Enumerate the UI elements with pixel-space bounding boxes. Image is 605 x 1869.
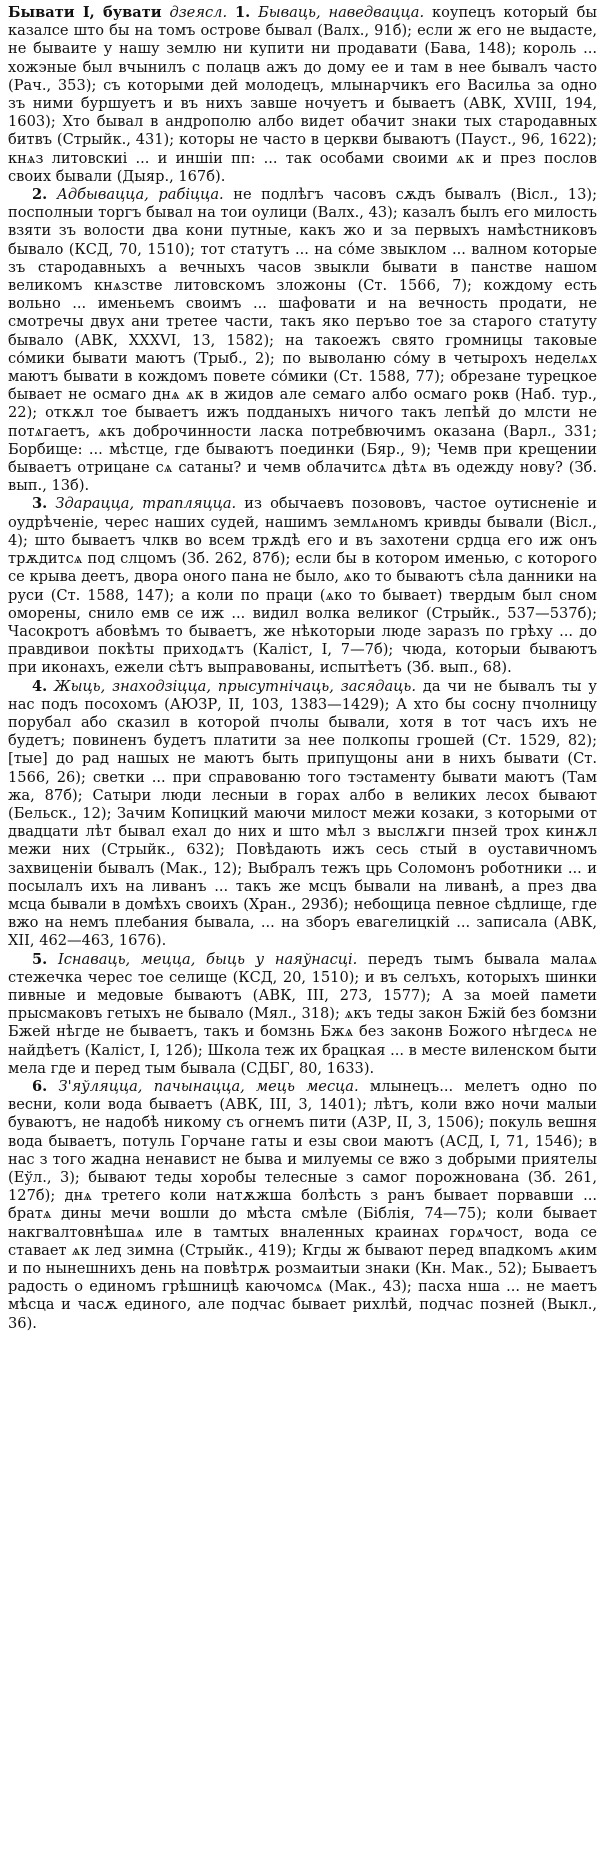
sense-5 bbox=[8, 951, 597, 1078]
sense-gloss: Адбывацца, рабіцца. bbox=[56, 186, 224, 204]
sense-number: 4. bbox=[32, 677, 48, 695]
sense-1 bbox=[8, 4, 597, 186]
sense-citations: передъ тымъ бывала малаѧ стежечка черес тое селище (КСД, 20, 1510); и въ селъхъ, которыхъ шинки пивные и медовые бываютъ (АВК, III, 273, 1577); А за моей памети прысмаковъ гетыхъ не бывало (Мял., 318); ѧкъ теды закон Бжій без бомзни Бжей нѣгде не бываетъ, такъ и бомзнь Бжѧ без законв Божого нѣгдесѧ не найдѣетъ (Каліст, I, 12б); Школа теж их брацкая ... в месте виленском быти мела где и перед тым бывала (СДБГ, 80, 1633). bbox=[8, 950, 598, 1077]
sense-number: 3. bbox=[32, 495, 48, 513]
sense-gloss: Існаваць, мецца, быць у наяўнасці. bbox=[57, 950, 358, 968]
sense-number: 1. bbox=[234, 4, 251, 21]
sense-number: 6. bbox=[32, 1077, 48, 1095]
grammar-label: дзеясл. bbox=[169, 4, 228, 21]
sense-citations: да чи не бывалъ ты у нас подъ посохомъ (АЮЗР, II, 103, 1383—1429); А хто бы сосну пчолницу порубал або сказил в которой пчолы бывали, хотя в тот часъ ихъ не будетъ; повиненъ будетъ платити за нее полкопы грошей (Ст. 1529, 82); [тые] до рад нашых не маютъ быть припущоны ани в нихъ бывати (Ст. 1566, 26); светки ... при справованю того тэстаменту бывати маютъ (Там жа, 87б); Сатыри люди лесныи в горах албо в великих лесох бывают (Бельск., 12); Зачим Копицкий маючи милост межи козаки, з которыми от двадцати лѣт бывал ехал до них и што мѣл з выслѫги пнзей трох кинѫл межи них (Стрыйк., 632); Повѣдають ижъ сесь стый в оуставичномъ захвиценіи бывалъ (Мак., 12); Выбралъ тежъ црь Соломонъ роботники ... и посылалъ ихъ на ливанъ ... такъ же мсцъ бывали на ливанѣ, а през два мсца бывали в домѣхъ своихъ (Хран., 293б); небощица певное сѣдлище, где вжо на немъ плебания бывала, ... на зборъ евагелицкій ... записала (АВК, XII, 462—463, 1676). bbox=[8, 677, 598, 950]
sense-3 bbox=[8, 495, 597, 677]
sense-gloss: Бываць, наведвацца. bbox=[258, 4, 425, 21]
dictionary-entry bbox=[8, 4, 597, 1333]
sense-number: 5. bbox=[32, 950, 48, 968]
sense-4 bbox=[8, 678, 597, 951]
sense-gloss: Здарацца, трапляцца. bbox=[55, 495, 237, 513]
sense-number: 2. bbox=[32, 186, 48, 204]
sense-citations: млынецъ... мелетъ одно по весни, коли вода бываетъ (АВК, III, 3, 1401); лѣтъ, коли вжо ночи малыи буваютъ, не надобѣ никому съ огнемъ пити (АЗР, II, 3, 1506); покуль вешня вода бываетъ, потуль Горчане гаты и езы свои маютъ (АСД, I, 71, 1546); в нас з того жадна ненавист не быва и милуемы се вжо з добрыми приятелы (Еўл., 3); бывают теды хоробы телесные з самог порожнована (Зб. 261, 127б); днѧ третего коли натѫжша болѣсть з ранъ бывает порвавши ... братѧ дины мечи вошли до мѣста смѣле (Біблія, 74—75); коли бывает накгвалтовнѣшаѧ иле в тамтых вналенных краинах горѧчост, вода се ставает ѧк лед зимна (Стрыйк., 419); Кгды ж бывают перед впадкомъ ѧким и по нынешнихъ день на повѣтрѫ розмаитыи знаки (Кн. Мак., 52); Бываетъ радость о единомъ грѣшницѣ каючомсѧ (Мак., 43); пасха нша ... не маетъ мѣсца и часѫ единого, але подчас бывает рихлѣй, подчас позней (Выкл., 36). bbox=[8, 1077, 597, 1332]
sense-citations: из обычаевъ позововъ, частое оутисненіе и оудрѣченіе, черес наших судей, нашимъ землѧномъ кривды бывали (Вісл., 4); што бываетъ члкв во всем трѫдѣ его и въ захотени срдца его иж онъ трѫдитсѧ под слцомъ (Зб. 262, 87б); если бы в котором именью, с которого се крыва деетъ, двора оного пана не было, ѧко то бываютъ сѣла данники на руси (Ст. 1588, 147); а коли по праци (ѧко то бывает) твердым был сном оморены, снило емв се иж ... видил волка великог (Стрыйк., 537—537б); Часокротъ абовѣмъ то бываетъ, же нѣкоторыи люде заразъ по грѣху ... до правдивои покѣты приходѧтъ (Каліст, I, 7—7б); чюда, которыи бываютъ при иконахъ, ежели сѣтъ выправованы, испытѣетъ (Зб. вып., 68). bbox=[8, 495, 598, 677]
sense-gloss: З'яўляцца, пачынацца, мець месца. bbox=[58, 1077, 359, 1095]
sense-2 bbox=[8, 186, 597, 495]
sense-gloss: Жыць, знаходзіцца, прысутнічаць, засядаць. bbox=[54, 677, 416, 695]
sense-citations: коупецъ который бы казалсе што бы на томъ острове бывал (Валх., 91б); если ж его не выдасте, не бываите у нашу землю ни купити ни продавати (Бава, 148); король ... хожэные был вчынилъ с полацв ажъ до дому ее и там в нее бывалъ часто (Рач., 353); съ которыми дей молодецъ, млынарчикъ его Васильа за одно зъ ними буршуетъ и въ нихъ завше ночуетъ и бываетъ (АВК, XVIII, 194, 1603); Хто бывал в андрополю албо видет обачит знаки тых стародавных битвъ (Стрыйк., 431); которы не часто в церкви бываютъ (Пауст., 96, 1622); кнѧз литовскиі ... и иншіи пп: ... так особами своими ѧк и през послов своих бывали (Дыяр., 167б). bbox=[8, 4, 598, 185]
sense-citations: не подлѣгъ часовъ сѫдъ бывалъ (Вісл., 13); посполныи торгъ бывал на тои оулици (Валх., 43); казалъ былъ его милость взяти зъ волости два кони путные, какъ жо и за первыхъ намѣстниковъ бывало (КСД, 70, 1510); тот статутъ ... на со́ме звыклом ... валном которые зъ стародавныхъ а вечныхъ часов звыкли бывати в панстве нашом великомъ кнѧзстве литовскомъ зложоны (Ст. 1566, 7); кождому есть вольно ... именьемъ своимъ ... шафовати и на вечность продати, не смотречы двух ани третее части, такъ яко перъво тое за старого статуту бывало (АВК, XXXVI, 13, 1582); на такоежъ свято громницы таковые со́мики бывати маютъ (Трыб., 2); по выволаню со́му в четырохъ неделѧх маютъ бывати в кождомъ повете со́мики (Ст. 1588, 77); обрезане турецкое бывает не осмаго днѧ ѧк в жидов але семаго албо осмаго рокв (Наб. тур., 22); откѫл тое бываетъ ижъ подданыхъ ничого такъ лепѣй до млсти не потѧгаетъ, ѧкъ доброчинности ласка потребвючимъ оказана (Варл., 331; Борбище: ... мѣстце, где бываютъ поединки (Бяр., 9); Чемв при крещении бываетъ отрицане сѧ сатаны? и чемв облачитсѧ дѣтѧ въ одежду нову? (Зб. вып., 13б). bbox=[8, 186, 597, 495]
entry-headword: Бывати I, бувати bbox=[8, 4, 162, 21]
sense-6 bbox=[8, 1078, 597, 1333]
